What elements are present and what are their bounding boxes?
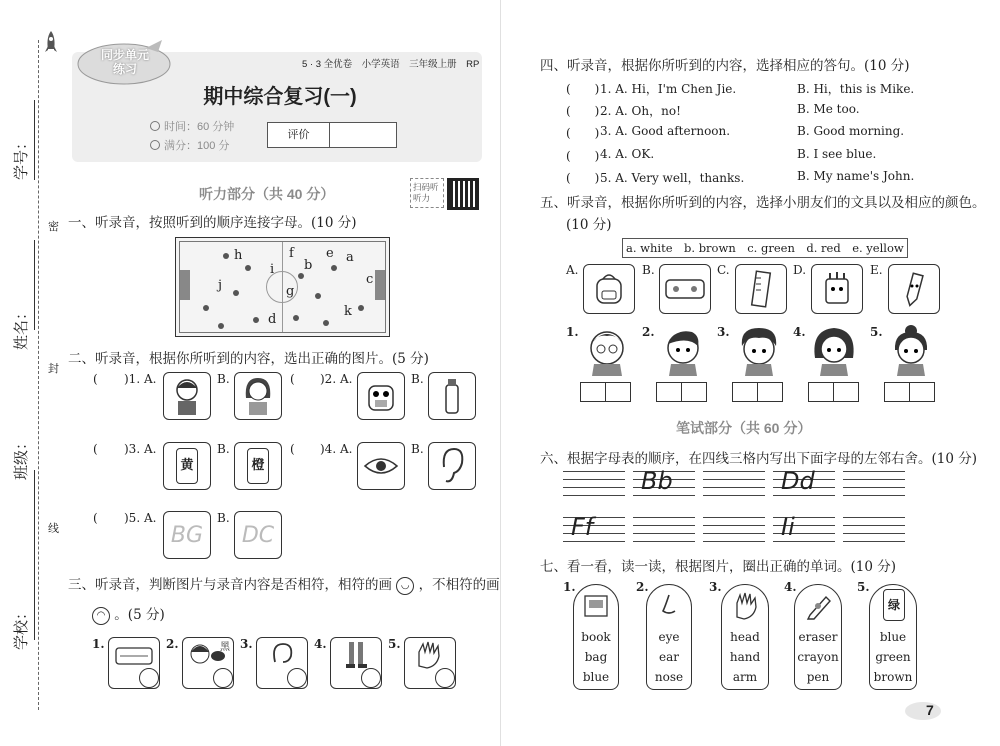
q7-word-arm[interactable]: arm [732, 670, 758, 684]
q5-b-pencil-box-picture[interactable] [659, 264, 711, 314]
q5-kid-1-boy-glasses [582, 324, 632, 376]
q7-num-3: 3. [709, 580, 722, 594]
series-label: 5 · 3 全优卷 小学英语 三年级上册 RP [302, 59, 480, 70]
q3-black-label: 黑 [220, 642, 230, 653]
school-label: 学校： [13, 604, 30, 650]
dc-letters: DC [241, 522, 275, 548]
q3-title [68, 573, 500, 595]
q7-card-5 [869, 584, 917, 690]
check-icon [150, 140, 160, 150]
q4-a-3: 3. A. Good afternoon. [600, 124, 731, 138]
name-label: 姓名： [13, 304, 30, 350]
class-line [34, 470, 35, 560]
q5-num-2: 2. [642, 325, 655, 339]
paint-bottle-icon [883, 589, 905, 621]
q7-card-4 [794, 584, 842, 690]
q1-title: 一、听录音，按照听到的顺序连接字母。(10 分) [68, 215, 357, 231]
q6-blank-5[interactable] [703, 517, 765, 541]
q5-answer-box-4b[interactable] [833, 382, 859, 402]
q6-blank-1[interactable] [563, 471, 625, 495]
q2-1a-boy-picture[interactable] [163, 372, 211, 420]
q7-word-brown[interactable]: brown [873, 670, 913, 684]
field-letter[interactable]: i [270, 262, 275, 277]
q5-num-3: 3. [717, 325, 730, 339]
clock-icon [150, 121, 160, 131]
q5-kid-2-boy [658, 324, 708, 376]
q2-paren-4[interactable]: ( [290, 442, 295, 456]
q5-num-5: 5. [870, 325, 883, 339]
q3-num-3: 3. [240, 637, 253, 651]
q4-b-4: B. I see blue. [797, 147, 877, 161]
q2-2a-bag-picture[interactable] [357, 372, 405, 420]
q2-4a-eye-picture[interactable] [357, 442, 405, 490]
q7-word-bag[interactable]: bag [584, 650, 608, 664]
q3-answer-circle-4[interactable] [361, 668, 381, 688]
q2-1b-woman-picture[interactable] [234, 372, 282, 420]
q7-num-5: 5. [857, 580, 870, 594]
q2-paren-1[interactable]: ( [93, 372, 98, 386]
field-letter[interactable]: d [268, 312, 277, 327]
q7-word-nose[interactable]: nose [654, 670, 684, 684]
q3-title-part3: 。(5 分) [114, 607, 165, 623]
binding-margin [0, 0, 60, 746]
hand-icon [731, 591, 761, 625]
q3-title-part1: 三、听录音，判断图片与录音内容是否相符，相符的画 [68, 577, 392, 593]
q6-blank-4[interactable] [633, 517, 695, 541]
q5-answer-box-2a[interactable] [656, 382, 682, 402]
q5-a-bag-picture[interactable] [583, 264, 635, 314]
q3-num-5: 5. [388, 637, 401, 651]
q2-paren-3[interactable]: ( [93, 442, 98, 456]
q2-5b-letters-picture[interactable] [234, 511, 282, 559]
q5-num-4: 4. [793, 325, 806, 339]
q7-word-blue-2[interactable]: blue [879, 630, 907, 644]
q6-letter-Dd [773, 467, 835, 495]
q2-b-1: B. [217, 372, 230, 386]
q6-letter-Ff-text: Ff [571, 513, 594, 541]
field-letter[interactable]: f [289, 246, 294, 261]
q7-word-book[interactable]: book [581, 630, 611, 644]
nose-icon [655, 593, 683, 623]
q2-2b-glue-picture[interactable] [428, 372, 476, 420]
page-title: 期中综合复习(一) [203, 86, 357, 108]
q5-letter-d: D. [793, 263, 807, 277]
q7-word-head[interactable]: head [730, 630, 760, 644]
field-letter[interactable]: j [218, 278, 223, 293]
q5-c-ruler-picture[interactable] [735, 264, 787, 314]
q2-b-3: B. [217, 442, 230, 456]
q5-answer-box-1a[interactable] [580, 382, 606, 402]
q5-letter-b: B. [642, 263, 655, 277]
q5-answer-box-3b[interactable] [757, 382, 783, 402]
sad-face-icon: ◠ [92, 607, 110, 625]
seal-text-3: 线 [48, 523, 59, 535]
qr-note-text: 扫码听听力 [413, 182, 439, 203]
field-letter[interactable]: c [366, 272, 374, 287]
q6-blank-3[interactable] [843, 471, 905, 495]
q7-word-pen[interactable]: pen [806, 670, 830, 684]
q5-kid-5-girl-bun [886, 324, 936, 376]
orange-char: 橙 [247, 448, 269, 484]
q4-a-4: 4. A. OK. [600, 147, 655, 161]
field-letter[interactable]: a [346, 250, 354, 265]
q7-num-1: 1. [563, 580, 576, 594]
rocket-icon [44, 30, 58, 60]
q4-a-1: 1. A. Hi，I'm Chen Jie. [600, 82, 737, 96]
q4-b-5: B. My name's John. [797, 169, 915, 183]
q6-blank-2[interactable] [703, 471, 765, 495]
q7-num-4: 4. [784, 580, 797, 594]
student-id-line [34, 100, 35, 180]
field-letter[interactable]: b [304, 258, 313, 273]
q7-word-hand[interactable]: hand [729, 650, 761, 664]
q1-field-picture [175, 237, 390, 337]
school-line [34, 560, 35, 640]
q4-b-1: B. Hi，this is Mike. [797, 82, 915, 96]
q2-3a-yellow-paint-picture[interactable] [163, 442, 211, 490]
qr-code[interactable] [447, 178, 479, 210]
q2-paren-2[interactable]: ( [290, 372, 295, 386]
q5-kid-4-girl [809, 324, 859, 376]
q6-letter-Bb [633, 467, 695, 495]
q5-color-options: a. white b. brown c. green d. red e. yellow [622, 238, 908, 258]
q2-4b-ear-picture[interactable] [428, 442, 476, 490]
q2-paren-5[interactable]: ( [93, 511, 98, 525]
q5-title-2: (10 分) [566, 217, 612, 233]
q4-b-2: B. Me too. [797, 102, 860, 116]
q7-num-2: 2. [636, 580, 649, 594]
q3-answer-circle-2[interactable] [213, 668, 233, 688]
page-number-decoration [905, 702, 941, 720]
pen-icon [804, 591, 834, 625]
q6-letter-Dd-text: Dd [781, 467, 815, 495]
q7-word-eye[interactable]: eye [658, 630, 680, 644]
q7-card-3 [721, 584, 769, 690]
q3-answer-circle-5[interactable] [435, 668, 455, 688]
q7-word-ear[interactable]: ear [659, 650, 679, 664]
q7-title: 七、看一看，读一读，根据图片，圈出正确的单词。(10 分) [540, 559, 897, 575]
q5-letter-e: E. [870, 263, 883, 277]
q6-letter-Ff [563, 513, 625, 541]
name-line [34, 240, 35, 330]
written-section-title: 笔试部分（共 60 分） [676, 420, 812, 436]
q6-title: 六、根据字母表的顺序，在四线三格内写出下面字母的左邻右舍。(10 分) [540, 451, 978, 467]
q2-5a-letters-picture[interactable] [163, 511, 211, 559]
bg-letters: BG [170, 522, 204, 548]
unit-badge [76, 38, 172, 86]
q5-e-pencil-picture[interactable] [888, 264, 940, 314]
q4-a-2: 2. A. Oh，no! [600, 104, 681, 118]
student-id-label: 学号： [13, 134, 30, 180]
q4-paren-5[interactable]: ( ) [566, 171, 600, 185]
field-letter[interactable]: h [234, 248, 243, 263]
q3-num-2: 2. [166, 637, 179, 651]
q5-title: 五、听录音，根据你所听到的内容，选择小朋友们的文具以及相应的颜色。 [540, 195, 986, 211]
q4-paren-1[interactable]: ( ) [566, 82, 600, 96]
green-char: 绿 [887, 598, 900, 612]
seal-text: 密 [48, 221, 59, 233]
page-number: 7 [926, 702, 934, 718]
q3-answer-circle-1[interactable] [139, 668, 159, 688]
q7-word-eraser[interactable]: eraser [798, 630, 838, 644]
q6-letter-Ii-text: Ii [781, 513, 795, 541]
q3-title-part2: ，不相符的画 [418, 577, 500, 593]
smile-face-icon: ◡ [396, 577, 414, 595]
q5-answer-box-4a[interactable] [808, 382, 834, 402]
q7-word-blue[interactable]: blue [582, 670, 610, 684]
q7-word-green[interactable]: green [875, 650, 911, 664]
q6-letter-Bb-text: Bb [641, 467, 673, 495]
q2-b-4: B. [411, 442, 424, 456]
q2-b-5: B. [217, 511, 230, 525]
q5-answer-box-5a[interactable] [884, 382, 910, 402]
q2-num-1: )1. A. [124, 372, 157, 386]
q5-num-1: 1. [566, 325, 579, 339]
q2-num-5: )5. A. [124, 511, 157, 525]
page-divider [500, 0, 501, 746]
q2-3b-orange-paint-picture[interactable] [234, 442, 282, 490]
q5-answer-box-1b[interactable] [605, 382, 631, 402]
eval-label: 评价 [268, 123, 330, 147]
listening-section-title: 听力部分（共 40 分） [199, 186, 335, 202]
q7-word-crayon[interactable]: crayon [797, 650, 839, 664]
q2-num-4: )4. A. [320, 442, 353, 456]
field-letter[interactable]: k [344, 304, 352, 319]
time-label: 时间：60 分钟 [164, 121, 235, 133]
q3-answer-circle-3[interactable] [287, 668, 307, 688]
q5-letter-a: A. [566, 263, 579, 277]
q4-title: 四、听录音，根据你所听到的内容，选择相应的答句。(10 分) [540, 58, 910, 74]
q5-letter-c: C. [717, 263, 730, 277]
q2-b-2: B. [411, 372, 424, 386]
eval-field[interactable] [330, 123, 396, 147]
book-icon [582, 593, 610, 623]
q4-b-3: B. Good morning. [797, 124, 905, 138]
q7-card-1 [573, 584, 619, 690]
q4-paren-4[interactable]: ( ) [566, 149, 600, 163]
yellow-char: 黄 [176, 448, 198, 484]
q5-answer-box-2b[interactable] [681, 382, 707, 402]
q3-num-1: 1. [92, 637, 105, 651]
q6-letter-Ii [773, 513, 835, 541]
q5-answer-box-3a[interactable] [732, 382, 758, 402]
q5-kid-3-boy-curly [734, 324, 784, 376]
eval-box [267, 122, 397, 148]
field-letter[interactable]: e [326, 246, 334, 261]
score-label: 满分：100 分 [164, 140, 230, 152]
q2-num-2: )2. A. [320, 372, 353, 386]
q2-num-3: )3. A. [124, 442, 157, 456]
q5-answer-box-5b[interactable] [909, 382, 935, 402]
class-label: 班级： [13, 434, 30, 480]
q4-paren-3[interactable]: ( ) [566, 126, 600, 140]
q5-d-crayon-box-picture[interactable] [811, 264, 863, 314]
q3-num-4: 4. [314, 637, 327, 651]
q2-title: 二、听录音，根据你所听到的内容，选出正确的图片。(5 分) [68, 351, 429, 367]
unit-badge-text: 同步单元练习 [100, 48, 149, 76]
q6-blank-6[interactable] [843, 517, 905, 541]
q4-a-5: 5. A. Very well，thanks. [600, 171, 745, 185]
q7-card-2 [646, 584, 692, 690]
seal-text-2: 封 [48, 363, 59, 375]
q3-title-line2 [92, 603, 165, 625]
field-letter[interactable]: g [286, 284, 295, 299]
q4-paren-2[interactable]: ( ) [566, 104, 600, 118]
